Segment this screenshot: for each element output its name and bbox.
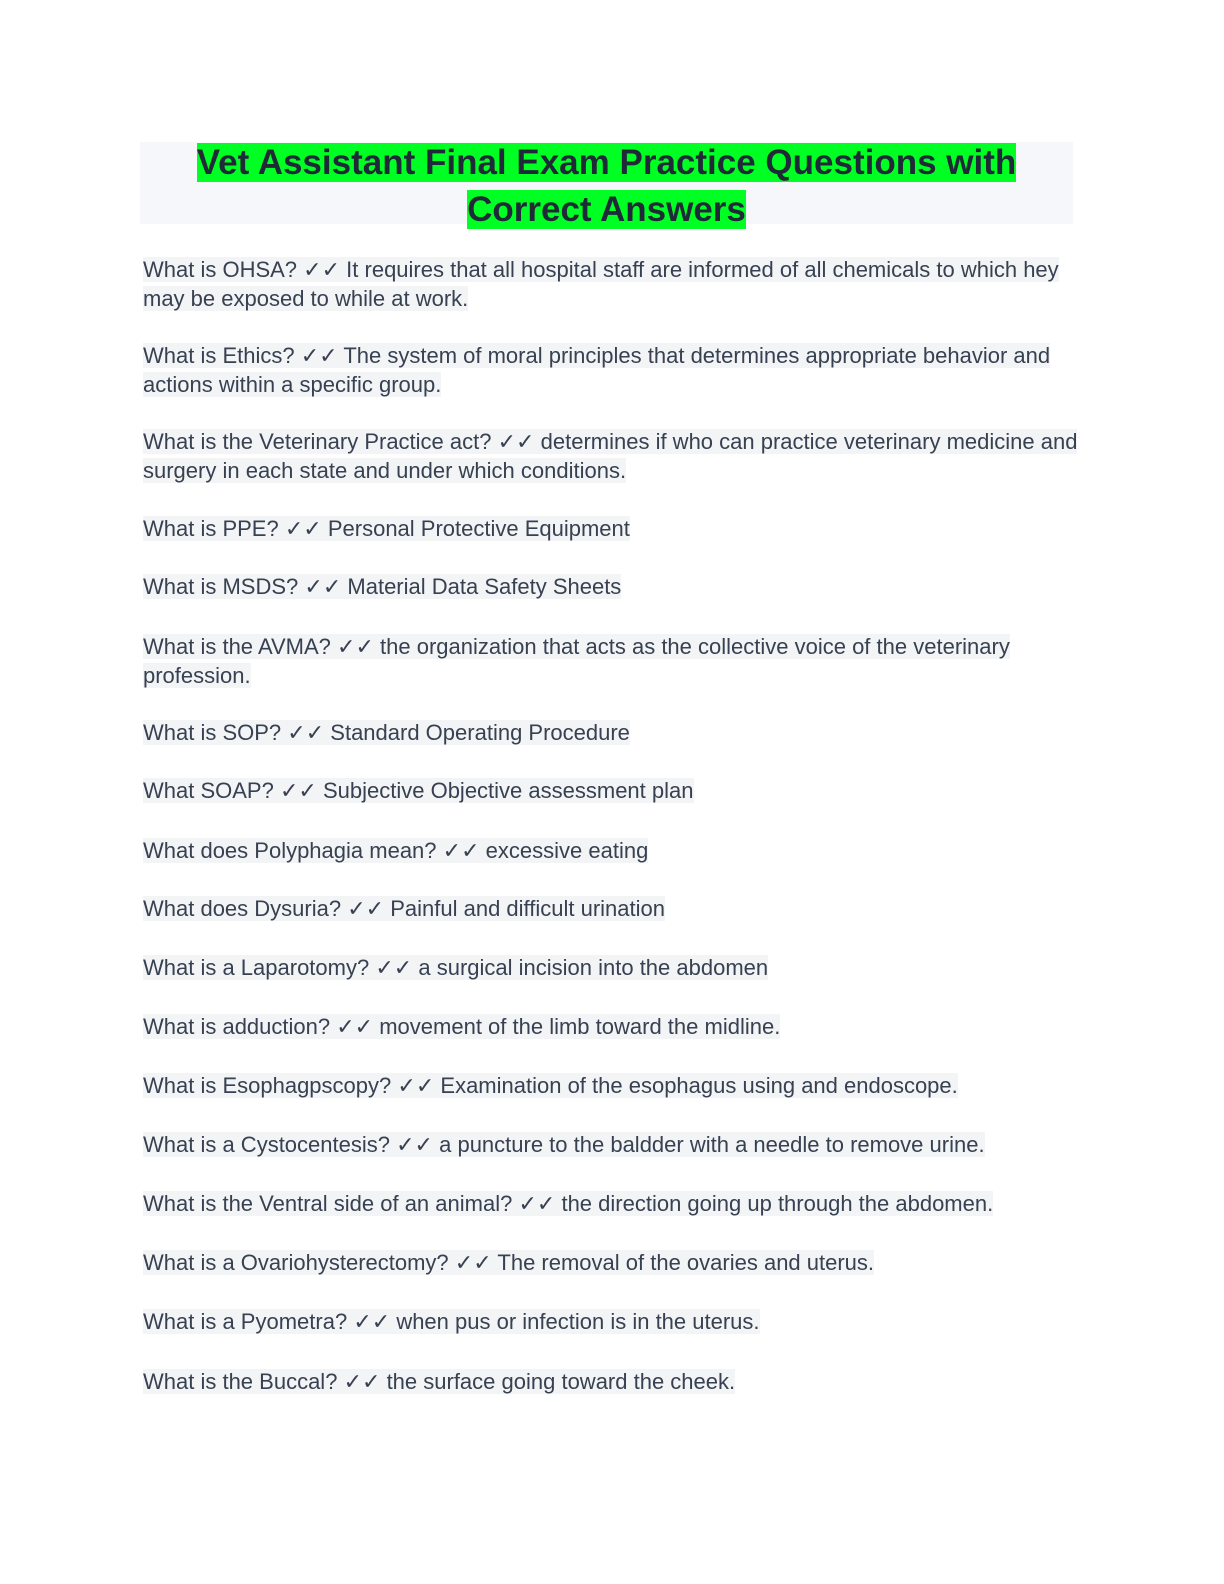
double-check-icon: ✓✓ (442, 838, 480, 863)
qa-item (143, 1071, 1083, 1100)
answer-text: a puncture to the baldder with a needle to remove urine. (439, 1132, 985, 1157)
double-check-icon: ✓✓ (300, 343, 338, 368)
qa-item (143, 1012, 1083, 1041)
double-check-icon: ✓✓ (337, 634, 374, 659)
title-block (140, 142, 1073, 229)
qa-item (143, 1189, 1083, 1218)
double-check-icon: ✓✓ (287, 720, 325, 745)
double-check-icon: ✓✓ (284, 516, 322, 541)
qa-item (143, 953, 1083, 982)
double-check-icon: ✓✓ (279, 778, 317, 803)
qa-item (143, 1307, 1083, 1336)
answer-text: Personal Protective Equipment (327, 516, 630, 541)
question-text: What is a Pyometra? (143, 1309, 348, 1334)
answer-text: Subjective Objective assessment plan (322, 778, 694, 803)
question-text: What is a Cystocentesis? (143, 1132, 390, 1157)
question-text: What is MSDS? (143, 574, 299, 599)
question-text: What is OHSA? (143, 257, 298, 282)
qa-item (143, 1248, 1083, 1277)
double-check-icon: ✓✓ (343, 1369, 381, 1394)
question-text: What is a Ovariohysterectomy? (143, 1250, 449, 1275)
qa-item (143, 341, 1083, 399)
double-check-icon: ✓✓ (304, 574, 342, 599)
double-check-icon: ✓✓ (454, 1250, 492, 1275)
answer-text: The removal of the ovaries and uterus. (497, 1250, 875, 1275)
question-text: What is a Laparotomy? (143, 955, 370, 980)
answer-text: Painful and difficult urination (390, 896, 665, 921)
question-text: What is PPE? (143, 516, 279, 541)
answer-text: a surgical incision into the abdomen (418, 955, 769, 980)
qa-item (143, 255, 1083, 313)
question-text: What is SOP? (143, 720, 282, 745)
double-check-icon: ✓✓ (336, 1014, 374, 1039)
question-text: What is the Veterinary Practice act? (143, 429, 492, 454)
question-text: What does Dysuria? (143, 896, 342, 921)
question-text: What is the Buccal? (143, 1369, 338, 1394)
double-check-icon: ✓✓ (397, 1073, 435, 1098)
qa-item (143, 894, 1083, 923)
qa-item (143, 427, 1083, 485)
answer-text: the organization that acts as the collective voice of the veterinary profession. (143, 634, 1010, 688)
qa-item (143, 632, 1083, 690)
double-check-icon: ✓✓ (497, 429, 535, 454)
qa-item (143, 572, 1083, 601)
answer-text: The system of moral principles that determines appropriate behavior and actions within a specific group. (143, 343, 1051, 397)
question-text: What does Polyphagia mean? (143, 838, 437, 863)
question-text: What is Esophagpscopy? (143, 1073, 392, 1098)
qa-item (143, 836, 1083, 865)
answer-text: the surface going toward the cheek. (386, 1369, 736, 1394)
double-check-icon: ✓✓ (518, 1191, 556, 1216)
question-text: What is the AVMA? (143, 634, 331, 659)
page-title: Vet Assistant Final Exam Practice Questions with Correct Answers (196, 143, 1017, 229)
answer-text: when pus or infection is in the uterus. (396, 1309, 760, 1334)
answer-text: Material Data Safety Sheets (347, 574, 622, 599)
double-check-icon: ✓✓ (375, 955, 413, 980)
double-check-icon: ✓✓ (396, 1132, 433, 1157)
qa-item (143, 1130, 1083, 1159)
qa-item (143, 718, 1083, 747)
question-text: What is Ethics? (143, 343, 295, 368)
qa-item (143, 776, 1083, 805)
qa-item (143, 1367, 1083, 1396)
answer-text: excessive eating (485, 838, 649, 863)
answer-text: determines if who can practice veterinary medicine and surgery in each state and under which conditions. (143, 429, 1078, 483)
answer-text: Examination of the esophagus using and endoscope. (440, 1073, 958, 1098)
answer-text: It requires that all hospital staff are informed of all chemicals to which hey may be exposed to while at work. (143, 257, 1059, 311)
double-check-icon: ✓✓ (303, 257, 341, 282)
double-check-icon: ✓✓ (347, 896, 385, 921)
answer-text: Standard Operating Procedure (330, 720, 630, 745)
answer-text: the direction going up through the abdomen. (561, 1191, 994, 1216)
question-text: What is the Ventral side of an animal? (143, 1191, 513, 1216)
question-text: What SOAP? (143, 778, 274, 803)
answer-text: movement of the limb toward the midline. (379, 1014, 781, 1039)
qa-item (143, 514, 1083, 543)
double-check-icon: ✓✓ (353, 1309, 391, 1334)
question-text: What is adduction? (143, 1014, 331, 1039)
